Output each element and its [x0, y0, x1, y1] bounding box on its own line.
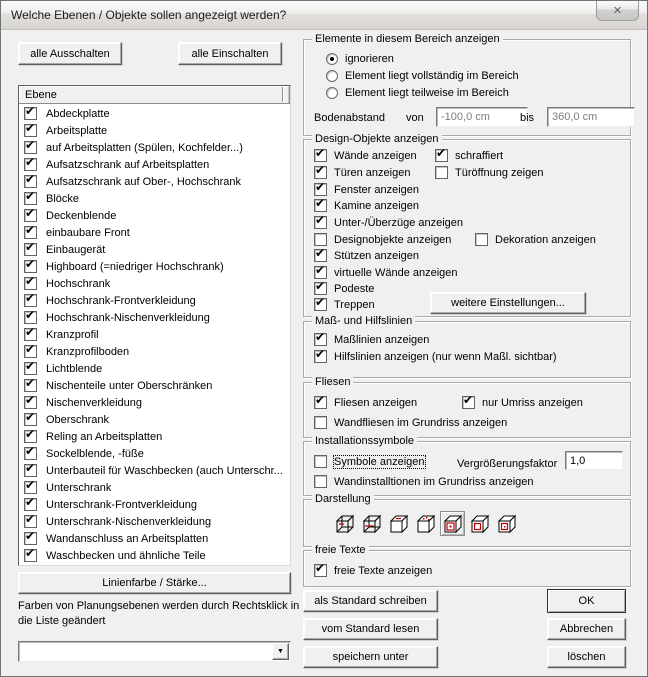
layer-label: Unterschrank — [46, 481, 112, 494]
layer-row[interactable] — [20, 496, 289, 513]
layer-row[interactable] — [20, 156, 289, 173]
window-title: Welche Ebenen / Objekte sollen angezeigt werden? — [11, 8, 287, 22]
layer-list-body — [20, 105, 289, 564]
layer-label: Hochschrank — [46, 277, 111, 290]
checkbox-icon — [314, 298, 327, 311]
group-title: Elemente in diesem Bereich anzeigen — [312, 32, 503, 46]
checkbox-label: Unter-/Überzüge anzeigen — [334, 216, 464, 229]
view-mode-wireframe-button[interactable] — [332, 511, 357, 536]
checkbox-icon — [24, 277, 37, 290]
checkbox-label: freie Texte anzeigen — [334, 564, 433, 577]
checkbox-label: Türöffnung zeigen — [455, 166, 544, 179]
save-as-button[interactable]: speichern unter — [303, 646, 438, 668]
radio-icon — [326, 53, 338, 65]
checkbox-fireplaces[interactable] — [314, 198, 419, 213]
checkbox-icon — [314, 183, 327, 196]
layer-label: Lichtblende — [46, 362, 103, 375]
factor-field[interactable] — [565, 451, 623, 470]
checkbox-icon — [314, 350, 327, 363]
view-mode-wireframe-midline-button[interactable] — [359, 511, 384, 536]
floor-distance-to-field — [547, 107, 635, 127]
layer-row[interactable] — [20, 190, 289, 207]
radio-ignore[interactable] — [326, 51, 394, 66]
checkbox-label: Stützen anzeigen — [334, 249, 420, 262]
layer-label: auf Arbeitsplatten (Spülen, Kochfelder...) — [46, 141, 243, 154]
checkbox-icon — [314, 396, 327, 409]
view-mode-front-frame-button[interactable] — [440, 511, 465, 536]
read-standard-button[interactable]: vom Standard lesen — [303, 618, 438, 640]
checkbox-icon — [462, 396, 475, 409]
layer-row[interactable] — [20, 275, 289, 292]
checkbox-icon — [314, 282, 327, 295]
checkbox-icon — [24, 379, 37, 392]
checkbox-icon — [314, 249, 327, 262]
column-divider — [282, 87, 284, 102]
radio-partially-inside[interactable] — [326, 85, 509, 100]
layer-label: einbaubare Front — [46, 226, 130, 239]
floor-distance-from-field — [436, 107, 528, 127]
group-title: Darstellung — [312, 492, 374, 506]
checkbox-label: Maßlinien anzeigen — [334, 333, 430, 346]
group-title: freie Texte — [312, 543, 369, 557]
display-mode-row — [332, 511, 519, 536]
more-settings-button[interactable]: weitere Einstellungen... — [430, 292, 586, 314]
checkbox-icon — [314, 333, 327, 346]
radio-label: ignorieren — [345, 52, 394, 65]
write-standard-button[interactable]: als Standard schreiben — [303, 590, 438, 612]
group-tiles — [303, 376, 631, 438]
checkbox-icon — [24, 107, 37, 120]
layer-label: Kranzprofil — [46, 328, 99, 341]
checkbox-icon — [24, 175, 37, 188]
radio-icon — [326, 70, 338, 82]
group-title: Design-Objekte anzeigen — [312, 132, 442, 146]
view-mode-solid-top-dash-button[interactable] — [386, 511, 411, 536]
checkbox-doors[interactable] — [314, 165, 410, 180]
checkbox-label: Podeste — [334, 282, 375, 295]
group-title: Fliesen — [312, 375, 353, 389]
checkbox-dim-lines[interactable] — [314, 332, 429, 347]
radio-fully-inside[interactable] — [326, 68, 519, 83]
checkbox-icon — [24, 515, 37, 528]
checkbox-icon — [24, 430, 37, 443]
layer-label: Blöcke — [46, 192, 80, 205]
checkbox-label: Hilfslinien anzeigen (nur wenn Maßl. sichtbar) — [334, 350, 557, 363]
group-region-elements — [303, 33, 631, 136]
layer-label: Waschbecken und ähnliche Teile — [46, 549, 206, 562]
layer-list-header[interactable] — [19, 86, 290, 104]
layer-row[interactable] — [20, 445, 289, 462]
layer-label: Aufsatzschrank auf Ober-, Hochschrank — [46, 175, 242, 188]
cube-front-square-icon — [469, 513, 491, 535]
checkbox-door-opening[interactable] — [435, 165, 543, 180]
layer-row[interactable] — [20, 462, 289, 479]
layer-row[interactable] — [20, 343, 289, 360]
layer-row[interactable] — [20, 394, 289, 411]
checkbox-icon — [24, 226, 37, 239]
checkbox-label: Treppen — [334, 298, 375, 311]
checkbox-label: Wandinstalltionen im Grundriss anzeigen — [334, 475, 534, 488]
layer-label: Unterschrank-Nischenverkleidung — [46, 515, 212, 528]
delete-button[interactable]: löschen — [547, 646, 626, 668]
layer-label: Deckenblende — [46, 209, 117, 222]
layer-row[interactable] — [20, 513, 289, 530]
group-free-texts — [303, 544, 631, 587]
cancel-button[interactable]: Abbrechen — [547, 618, 626, 640]
checkbox-hatched[interactable] — [435, 148, 503, 163]
checkbox-icon — [435, 149, 448, 162]
checkbox-tiles-show[interactable] — [314, 395, 417, 410]
layer-row[interactable] — [20, 530, 289, 547]
from-label: von — [406, 111, 424, 124]
checkbox-icon — [24, 481, 37, 494]
radio-label: Element liegt vollständig im Bereich — [345, 69, 519, 82]
checkbox-icon — [314, 233, 327, 246]
layer-label: Kranzprofilboden — [46, 345, 130, 358]
view-mode-front-square-button[interactable] — [467, 511, 492, 536]
checkbox-tiles-outline[interactable] — [462, 395, 583, 410]
checkbox-icon — [314, 564, 327, 577]
all-off-button[interactable]: alle Ausschalten — [18, 42, 122, 65]
checkbox-icon — [314, 149, 327, 162]
checkbox-label: virtuelle Wände anzeigen — [334, 266, 458, 279]
checkbox-wall-tiles[interactable] — [314, 415, 507, 430]
ok-button[interactable]: OK — [547, 589, 626, 613]
checkbox-icon — [314, 455, 327, 468]
group-dimension-lines — [303, 315, 631, 378]
checkbox-icon — [314, 199, 327, 212]
checkbox-platforms[interactable] — [314, 281, 374, 296]
checkbox-stairs[interactable] — [314, 297, 375, 312]
layer-label: Unterbauteil für Waschbecken (auch Unterschr... — [46, 464, 283, 477]
checkbox-icon — [24, 311, 37, 324]
checkbox-decoration[interactable] — [475, 232, 596, 247]
line-color-button[interactable]: Linienfarbe / Stärke... — [18, 572, 291, 594]
layer-row[interactable] — [20, 479, 289, 496]
checkbox-icon — [24, 141, 37, 154]
layer-row[interactable] — [20, 207, 289, 224]
layer-list — [18, 85, 291, 566]
checkbox-icon — [24, 396, 37, 409]
checkbox-icon — [24, 260, 37, 273]
checkbox-label: Wände anzeigen — [334, 149, 417, 162]
layer-row[interactable] — [20, 326, 289, 343]
checkbox-icon — [314, 416, 327, 429]
checkbox-icon — [24, 549, 37, 562]
checkbox-icon — [24, 209, 37, 222]
checkbox-icon — [24, 464, 37, 477]
checkbox-icon — [24, 192, 37, 205]
layer-label: Nischenteile unter Oberschränken — [46, 379, 213, 392]
close-icon: ✕ — [612, 5, 623, 17]
cube-solid-top-dots-icon — [415, 513, 437, 535]
checkbox-icon — [314, 475, 327, 488]
layer-row[interactable] — [20, 428, 289, 445]
layer-label: Oberschrank — [46, 413, 109, 426]
note-text: Farben von Planungsebenen werden durch Rechtsklick in die Liste geändert — [18, 600, 300, 627]
checkbox-icon — [24, 447, 37, 460]
checkbox-label: Wandfliesen im Grundriss anzeigen — [334, 416, 508, 429]
checkbox-icon — [24, 243, 37, 256]
layer-label: Aufsatzschrank auf Arbeitsplatten — [46, 158, 210, 171]
checkbox-label: Kamine anzeigen — [334, 199, 420, 212]
checkbox-free-texts[interactable] — [314, 563, 432, 578]
layer-row[interactable] — [20, 241, 289, 258]
layer-row[interactable] — [20, 309, 289, 326]
checkbox-columns[interactable] — [314, 248, 419, 263]
cube-front-square-dot-icon — [496, 513, 518, 535]
radio-label: Element liegt teilweise im Bereich — [345, 86, 509, 99]
checkbox-icon — [24, 124, 37, 137]
checkbox-label: Fliesen anzeigen — [334, 396, 418, 409]
cube-wireframe-icon — [334, 513, 356, 535]
checkbox-symbols[interactable] — [314, 454, 425, 469]
checkbox-label: Symbole anzeigen — [334, 455, 425, 468]
to-label: bis — [520, 111, 535, 124]
group-display-mode — [303, 493, 631, 547]
checkbox-icon — [24, 413, 37, 426]
layer-label: Sockelblende, -füße — [46, 447, 144, 460]
layer-list-header-label: Ebene — [25, 88, 57, 101]
layer-label: Hochschrank-Frontverkleidung — [46, 294, 196, 307]
checkbox-design-objects[interactable] — [314, 232, 451, 247]
titlebar — [1, 1, 647, 30]
floor-distance-label: Bodenabstand — [314, 111, 385, 124]
checkbox-icon — [314, 216, 327, 229]
checkbox-virtual-walls[interactable] — [314, 265, 458, 280]
cube-wireframe-midline-icon — [361, 513, 383, 535]
checkbox-icon — [435, 166, 448, 179]
checkbox-beams[interactable] — [314, 215, 463, 230]
layer-row[interactable] — [20, 377, 289, 394]
layer-label: Abdeckplatte — [46, 107, 110, 120]
layer-label: Reling an Arbeitsplatten — [46, 430, 163, 443]
checkbox-icon — [24, 294, 37, 307]
checkbox-label: Türen anzeigen — [334, 166, 411, 179]
layer-label: Hochschrank-Nischenverkleidung — [46, 311, 210, 324]
layer-row[interactable] — [20, 547, 289, 564]
factor-label: Vergrößerungsfaktor — [457, 457, 558, 470]
view-mode-solid-top-dots-button[interactable] — [413, 511, 438, 536]
checkbox-label: Designobjekte anzeigen — [334, 233, 452, 246]
checkbox-icon — [24, 498, 37, 511]
layer-row[interactable] — [20, 411, 289, 428]
layer-label: Unterschrank-Frontverkleidung — [46, 498, 198, 511]
layer-label: Nischenverkleidung — [46, 396, 142, 409]
checkbox-icon — [24, 362, 37, 375]
checkbox-icon — [24, 345, 37, 358]
checkbox-label: Dekoration anzeigen — [495, 233, 596, 246]
layer-row[interactable] — [20, 258, 289, 275]
checkbox-label: nur Umriss anzeigen — [482, 396, 583, 409]
view-mode-front-square-dot-button[interactable] — [494, 511, 519, 536]
group-title: Maß- und Hilfslinien — [312, 314, 415, 328]
checkbox-windows[interactable] — [314, 182, 419, 197]
layer-row[interactable] — [20, 292, 289, 309]
group-installation-symbols — [303, 435, 631, 496]
layer-style-combobox[interactable] — [18, 641, 291, 662]
group-design-objects — [303, 133, 631, 317]
layer-label: Einbaugerät — [46, 243, 106, 256]
checkbox-label: Fenster anzeigen — [334, 183, 419, 196]
checkbox-icon — [24, 532, 37, 545]
checkbox-help-lines[interactable] — [314, 349, 557, 364]
checkbox-icon — [475, 233, 488, 246]
checkbox-icon — [314, 166, 327, 179]
layer-row[interactable] — [20, 224, 289, 241]
group-title: Installationssymbole — [312, 434, 417, 448]
layer-label: Highboard (=niedriger Hochschrank) — [46, 260, 224, 273]
cube-solid-top-dash-icon — [388, 513, 410, 535]
cube-front-frame-icon — [442, 513, 464, 535]
checkbox-icon — [314, 266, 327, 279]
close-button[interactable] — [596, 1, 639, 21]
layer-row[interactable] — [20, 139, 289, 156]
chevron-down-icon[interactable]: ▼ — [272, 643, 289, 660]
layer-label: Wandanschluss an Arbeitsplatten — [46, 532, 209, 545]
checkbox-icon — [24, 328, 37, 341]
layer-row[interactable] — [20, 122, 289, 139]
all-on-button[interactable]: alle Einschalten — [178, 42, 282, 65]
checkbox-walls[interactable] — [314, 148, 417, 163]
layer-row[interactable] — [20, 173, 289, 190]
radio-icon — [326, 87, 338, 99]
checkbox-wall-installations[interactable] — [314, 474, 534, 489]
layer-row[interactable] — [20, 105, 289, 122]
layer-row[interactable] — [20, 360, 289, 377]
checkbox-label: schraffiert — [455, 149, 504, 162]
checkbox-icon — [24, 158, 37, 171]
layer-label: Arbeitsplatte — [46, 124, 108, 137]
